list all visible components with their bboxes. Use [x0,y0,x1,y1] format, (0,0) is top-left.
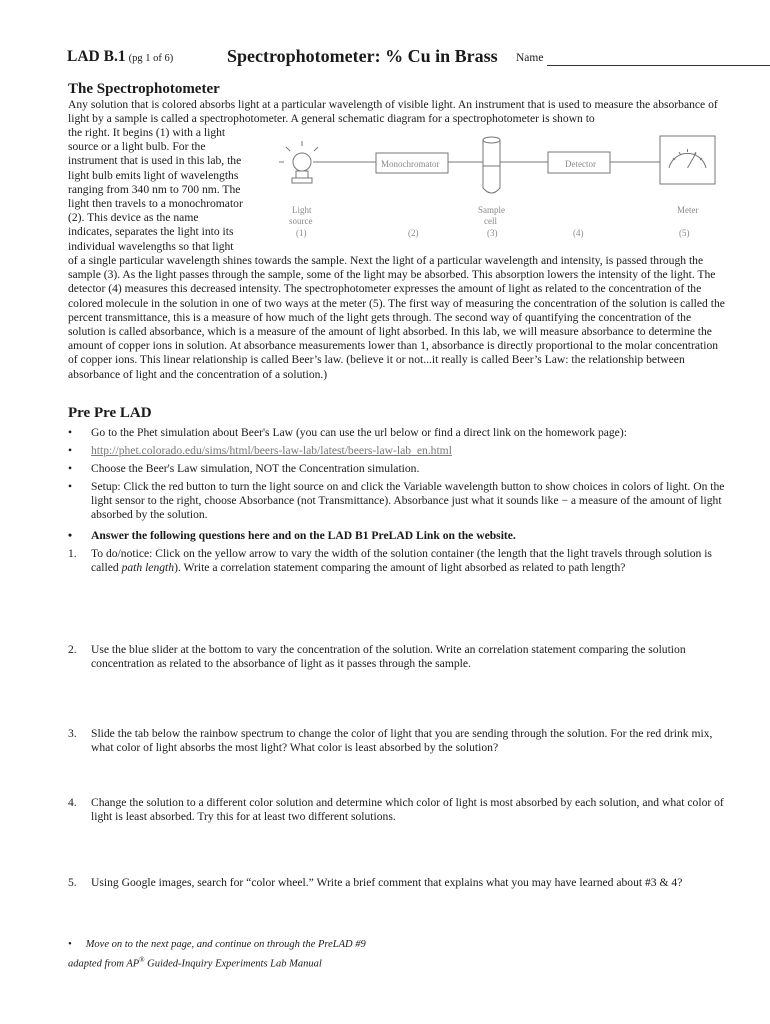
diagram-label-detector: Detector [565,159,596,169]
bullet-marker: • [68,939,72,950]
wrap-line: light bulb emits light of wavelengths [68,168,239,182]
light-bulb-icon [279,141,318,183]
question-text: Use the blue slider at the bottom to vary the concentration of the solution. Write an correlation statement comparing the solution concentration as related to the absorbance of light as it passes through the sample. [91,643,686,671]
lab-id: LAD B.1 (pg 1 of 6) [67,48,174,65]
bullet-marker: • [68,462,73,475]
bullet-text: Choose the Beer's Law simulation, NOT the Concentration simulation. [91,462,420,475]
question-number: 1. [68,547,77,560]
question-text: Slide the tab below the rainbow spectrum to change the color of light that you are sending through the solution. For the red drink mix, what color of light absorbs the most light? What color is least absorbed by the solution? [91,727,713,755]
question-number: 5. [68,876,77,889]
question-number: 3. [68,727,77,740]
wrap-line: light then travels to a monochromator [68,197,243,211]
wrap-line: source or a light bulb. For the [68,140,206,154]
diagram-number-2: (2) [408,228,419,238]
page-header [67,46,727,70]
question-text: Change the solution to a different color solution and determine which color of light is most absorbed by each solution, and what color of light is least absorbed. Try this for at least two different solutions. [91,796,724,824]
page-indicator: (pg 1 of 6) [128,53,174,64]
phet-url-link[interactable]: http://phet.colorado.edu/sims/html/beers-law-lab/latest/beers-law-lab_en.html [91,444,452,457]
question-text: Using Google images, search for “color wheel.” Write a brief comment that explains what you may have learned about #3 & 4? [91,876,683,889]
diagram-number-5: (5) [679,228,690,238]
wrap-line: instrument that is used in this lab, the [68,154,242,168]
footer-credit: adapted from AP® Guided-Inquiry Experiments Lab Manual [68,956,322,970]
spectrophotometer-diagram [268,126,726,254]
bullet-marker: • [68,529,73,542]
bullet-text: Go to the Phet simulation about Beer's Law (you can use the url below or find a direct link on the homework page): [91,426,627,439]
question-number: 2. [68,643,77,656]
intro-paragraph: Any solution that is colored absorbs light at a particular wavelength of visible light. An instrument that is used to measure the absorbance of light by a sample is called a spectrophotometer. A general schematic diagram for a spectrophotometer is shown to [68,98,718,126]
diagram-number-4: (4) [573,228,584,238]
bullet-marker: • [68,426,73,439]
bullet-marker: • [68,444,73,457]
diagram-label-light: Light [292,205,312,215]
diagram-label-monochromator: Monochromator [381,159,440,169]
footer-note: • Move on to the next page, and continue on through the PreLAD #9 [68,939,366,950]
diagram-label-cell: cell [484,216,497,226]
diagram-label-meter: Meter [677,205,699,215]
wrap-line: indicates, separates the light into its [68,225,234,239]
diagram-label-sample: Sample [478,205,505,215]
question-number: 4. [68,796,77,809]
wrap-line: (2). This device as the name [68,211,199,225]
path-length-term: path length [121,561,175,575]
wrap-line: individual wavelengths so that light [68,239,234,253]
diagram-number-1: (1) [296,228,307,238]
bullet-marker: • [68,480,73,493]
diagram-number-3: (3) [487,228,498,238]
section-heading-pre-pre-lad: Pre Pre LAD [68,405,152,421]
bullet-text: Answer the following questions here and on the LAD B1 PreLAD Link on the website. [91,529,516,542]
section-heading-spectrophotometer: The Spectrophotometer [68,81,220,97]
body-paragraph: of a single particular wavelength shines towards the sample. Next the light of a particular wavelength and intensity, is passed through the sample (3). As the light passes through the sample, some of the light may be absorbed. This absorption lowers the intensity of the light. The detector (4) measures this decreased intensity. The spectrophotometer expresses the amount of light as related to the concentration of the colored molecule in the solution in one of two ways at the meter (5). The first way of measuring the concentration of the solution is called the percent transmittance, this is a measure of how much of the light gets through. The second way of quantifying the concentration of the solution is called absorbance, which is a measure of the amount of light absorbed. In this lab, we will measure absorbance to determine the amount of copper ions in solution. At absorbance measurements lower than 1, absorbance is directly proportional to the molar concentration of copper ions. This linear relationship is called Beer’s law. (believe it or not...it really is called Beer’s Law: the relationship between absorbance of light and the concentration of a solution.) [68,254,725,381]
question-text: To do/notice: Click on the yellow arrow to vary the width of the solution container (the length that the light travels through solution is called path length). Write a correlation statement comparing the amount of light absorbed as related to path length? [91,547,712,575]
wrapped-text-column [68,126,263,254]
name-blank-line[interactable] [547,65,770,66]
wrap-line: the right. It begins (1) with a light [68,126,226,139]
sample-cell-icon [483,137,500,193]
meter-icon [660,136,715,184]
page-title: Spectrophotometer: % Cu in Brass [227,46,498,66]
name-label: Name [516,52,544,64]
bullet-text: Setup: Click the red button to turn the light source on and click the Variable wavelength button to show choices in colors of light. On the light sensor to the right, choose Absorbance (not Transmittance). Absorbance just what it sounds like − a measure of the amount of light absorbed by the solution. [91,480,725,522]
diagram-label-source: source [289,216,313,226]
wrap-line: ranging from 340 nm to 700 nm. The [68,182,241,196]
